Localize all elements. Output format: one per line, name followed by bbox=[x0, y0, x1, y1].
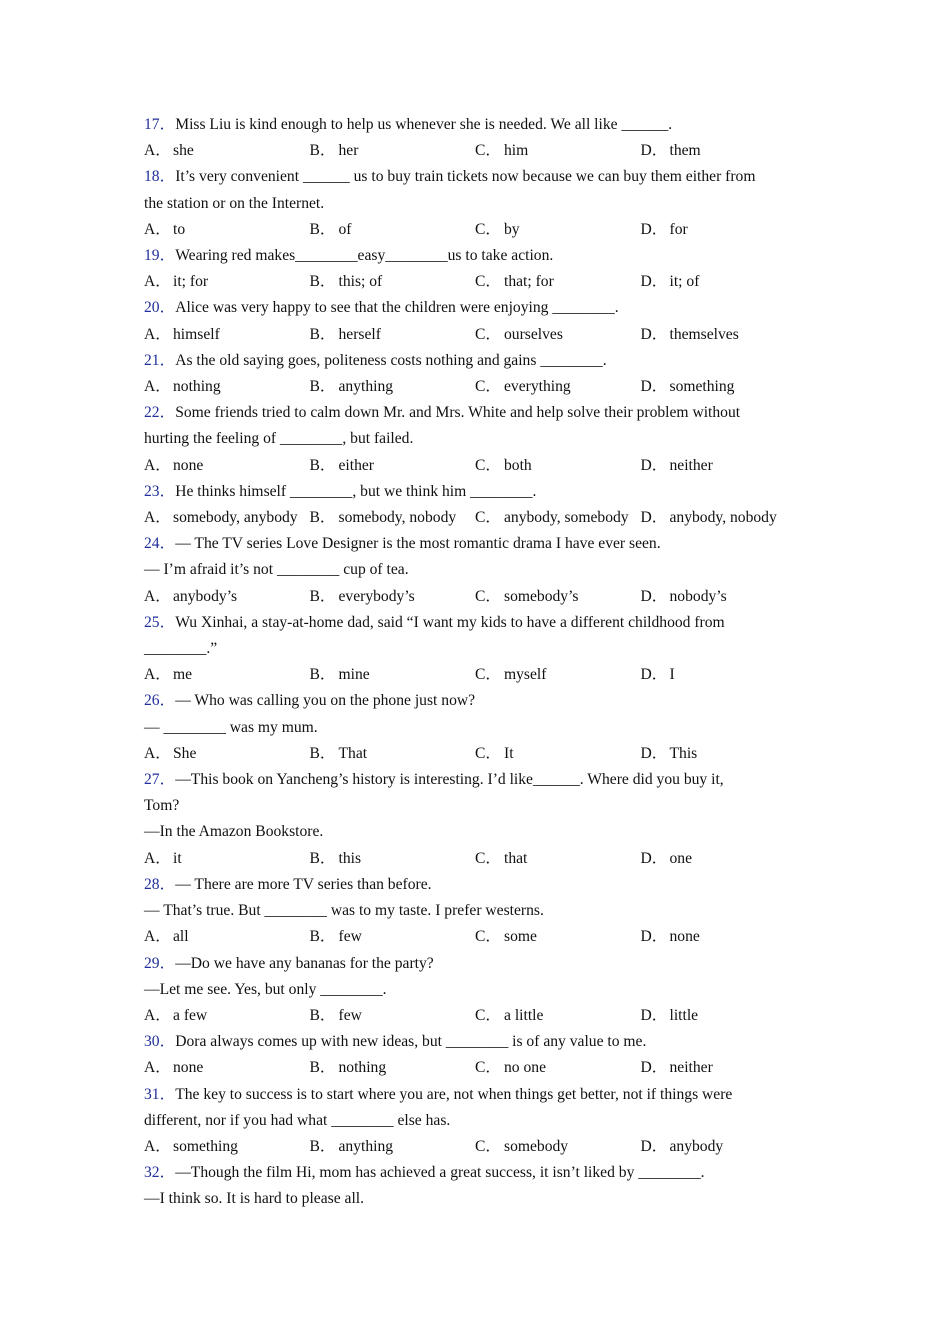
option-b[interactable] bbox=[310, 1055, 476, 1081]
option-letter: A． bbox=[144, 587, 171, 605]
option-letter: D． bbox=[640, 273, 668, 291]
option-text: none bbox=[669, 928, 700, 946]
option-c[interactable] bbox=[475, 846, 641, 872]
question-26 bbox=[144, 688, 809, 767]
option-text: both bbox=[504, 456, 532, 474]
option-text: of bbox=[338, 220, 352, 238]
option-letter: C． bbox=[475, 1059, 501, 1077]
option-text: nothing bbox=[338, 1059, 387, 1077]
question-stem bbox=[144, 767, 809, 793]
question-text: Miss Liu is kind enough to help us whenever she is needed. We all like ______. bbox=[175, 116, 673, 133]
option-letter: C． bbox=[475, 1137, 501, 1155]
option-c[interactable] bbox=[475, 584, 641, 610]
option-b[interactable] bbox=[310, 662, 476, 688]
option-d[interactable] bbox=[641, 505, 810, 531]
option-letter: C． bbox=[475, 509, 501, 527]
question-17 bbox=[144, 112, 809, 164]
question-number: 22． bbox=[144, 404, 176, 422]
option-text: him bbox=[504, 142, 529, 160]
option-text: a few bbox=[173, 1006, 208, 1024]
option-text: them bbox=[669, 142, 701, 160]
question-stem bbox=[144, 1082, 809, 1108]
option-text: few bbox=[338, 928, 362, 946]
question-25 bbox=[144, 610, 809, 689]
option-text: one bbox=[669, 849, 693, 867]
option-text: She bbox=[173, 744, 197, 762]
option-a[interactable] bbox=[144, 505, 310, 531]
question-text: Dora always comes up with new ideas, but ________ is of any value to me. bbox=[175, 1033, 647, 1051]
options-row bbox=[144, 217, 809, 243]
option-letter: C． bbox=[475, 849, 501, 867]
option-a[interactable] bbox=[144, 924, 310, 950]
option-text: all bbox=[173, 928, 189, 946]
option-a[interactable] bbox=[144, 322, 310, 348]
question-stem-continued bbox=[144, 1108, 809, 1134]
option-text: himself bbox=[173, 325, 220, 343]
option-text: anybody bbox=[669, 1137, 724, 1155]
option-text: few bbox=[338, 1006, 362, 1024]
option-text: neither bbox=[669, 456, 713, 474]
question-stem-continued bbox=[144, 191, 809, 217]
question-text: —Let me see. Yes, but only ________. bbox=[144, 980, 387, 998]
question-23 bbox=[144, 479, 809, 531]
option-c[interactable] bbox=[475, 269, 641, 295]
option-text: that bbox=[504, 849, 528, 867]
option-letter: B． bbox=[309, 587, 336, 605]
option-a[interactable] bbox=[144, 584, 310, 610]
option-text: everything bbox=[504, 378, 571, 396]
question-24 bbox=[144, 531, 809, 610]
option-letter: A． bbox=[144, 928, 171, 946]
option-b[interactable] bbox=[310, 741, 476, 767]
question-text: — There are more TV series than before. bbox=[175, 875, 432, 893]
options-row bbox=[144, 584, 809, 610]
option-letter: A． bbox=[144, 1006, 171, 1024]
question-number: 28． bbox=[144, 875, 176, 893]
option-letter: B． bbox=[309, 1006, 336, 1024]
question-text: — ________ was my mum. bbox=[144, 718, 318, 736]
question-28 bbox=[144, 872, 809, 951]
question-text: — Who was calling you on the phone just now? bbox=[175, 692, 476, 710]
question-text: — That’s true. But ________ was to my taste. I prefer westerns. bbox=[144, 902, 544, 920]
option-letter: C． bbox=[475, 587, 501, 605]
option-letter: A． bbox=[144, 325, 171, 343]
option-b[interactable] bbox=[310, 846, 476, 872]
options-row bbox=[144, 924, 809, 950]
option-d[interactable] bbox=[641, 584, 810, 610]
option-text: somebody, nobody bbox=[338, 509, 457, 527]
option-letter: D． bbox=[640, 666, 668, 684]
question-stem bbox=[144, 688, 809, 714]
question-number: 26． bbox=[144, 692, 176, 710]
option-text: anybody, nobody bbox=[669, 509, 777, 527]
question-stem bbox=[144, 112, 809, 138]
question-text: Wearing red makes________easy________us to take action. bbox=[175, 247, 554, 265]
question-number: 30． bbox=[144, 1033, 176, 1051]
question-stem bbox=[144, 295, 809, 321]
option-b[interactable] bbox=[310, 924, 476, 950]
question-20 bbox=[144, 295, 809, 347]
option-text: for bbox=[669, 220, 688, 238]
option-c[interactable] bbox=[475, 741, 641, 767]
option-text: nothing bbox=[173, 378, 221, 396]
option-text: that; for bbox=[504, 273, 554, 291]
option-text: some bbox=[504, 928, 537, 946]
question-18 bbox=[144, 164, 809, 243]
question-number: 21． bbox=[144, 351, 176, 369]
option-letter: A． bbox=[144, 1059, 171, 1077]
option-text: It bbox=[504, 744, 514, 762]
option-a[interactable] bbox=[144, 846, 310, 872]
option-b[interactable] bbox=[310, 138, 476, 164]
question-number: 32． bbox=[144, 1164, 176, 1182]
option-text: to bbox=[173, 220, 186, 238]
options-row bbox=[144, 1055, 809, 1081]
options-row bbox=[144, 1003, 809, 1029]
option-letter: B． bbox=[309, 220, 336, 238]
options-row bbox=[144, 269, 809, 295]
option-letter: C． bbox=[475, 456, 501, 474]
question-number: 23． bbox=[144, 482, 176, 500]
question-stem bbox=[144, 243, 809, 269]
options-row bbox=[144, 741, 809, 767]
question-number: 18． bbox=[144, 168, 176, 186]
option-c[interactable] bbox=[475, 505, 641, 531]
option-c[interactable] bbox=[475, 1003, 641, 1029]
option-letter: D． bbox=[640, 744, 668, 762]
option-d[interactable] bbox=[641, 1134, 810, 1160]
question-stem-continued bbox=[144, 1186, 809, 1212]
option-text: everybody’s bbox=[338, 587, 415, 605]
option-text: something bbox=[173, 1137, 238, 1155]
option-letter: D． bbox=[640, 587, 668, 605]
options-row bbox=[144, 1134, 809, 1160]
options-row bbox=[144, 662, 809, 688]
option-c[interactable] bbox=[475, 322, 641, 348]
option-letter: B． bbox=[309, 744, 336, 762]
option-a[interactable] bbox=[144, 1134, 310, 1160]
option-letter: D． bbox=[640, 1059, 668, 1077]
option-d[interactable] bbox=[641, 662, 810, 688]
question-text: —In the Amazon Bookstore. bbox=[144, 823, 324, 841]
option-b[interactable] bbox=[310, 505, 476, 531]
option-letter: B． bbox=[309, 928, 336, 946]
option-b[interactable] bbox=[310, 269, 476, 295]
question-stem bbox=[144, 610, 809, 636]
option-text: myself bbox=[504, 666, 547, 684]
option-text: ourselves bbox=[504, 325, 563, 343]
option-a[interactable] bbox=[144, 741, 310, 767]
option-letter: C． bbox=[475, 1006, 501, 1024]
question-text: the station or on the Internet. bbox=[144, 194, 325, 212]
option-d[interactable] bbox=[641, 846, 810, 872]
option-letter: A． bbox=[144, 744, 171, 762]
option-letter: B． bbox=[309, 666, 336, 684]
question-stem-continued bbox=[144, 977, 809, 1003]
option-letter: A． bbox=[144, 849, 171, 867]
option-letter: C． bbox=[475, 378, 501, 396]
options-row bbox=[144, 322, 809, 348]
question-stem bbox=[144, 479, 809, 505]
option-text: it; of bbox=[669, 273, 700, 291]
question-stem bbox=[144, 400, 809, 426]
question-stem-continued bbox=[144, 793, 809, 819]
option-letter: B． bbox=[309, 456, 336, 474]
question-text: —I think so. It is hard to please all. bbox=[144, 1190, 365, 1208]
option-letter: D． bbox=[640, 928, 668, 946]
option-b[interactable] bbox=[310, 1134, 476, 1160]
question-27 bbox=[144, 767, 809, 872]
question-21 bbox=[144, 348, 809, 400]
question-stem bbox=[144, 872, 809, 898]
option-letter: B． bbox=[309, 273, 336, 291]
question-text: — I’m afraid it’s not ________ cup of tea. bbox=[144, 561, 409, 579]
option-letter: B． bbox=[309, 1137, 336, 1155]
option-letter: A． bbox=[144, 456, 171, 474]
option-text: something bbox=[669, 378, 735, 396]
option-text: none bbox=[173, 456, 204, 474]
option-letter: B． bbox=[309, 378, 336, 396]
question-text: It’s very convenient ______ us to buy train tickets now because we can buy them either from bbox=[175, 168, 756, 186]
question-text: Tom? bbox=[144, 797, 180, 815]
option-text: I bbox=[669, 666, 675, 684]
option-text: no one bbox=[504, 1059, 547, 1077]
option-letter: D． bbox=[640, 509, 668, 527]
option-letter: C． bbox=[475, 928, 501, 946]
option-letter: C． bbox=[475, 142, 501, 160]
options-row bbox=[144, 846, 809, 872]
question-22 bbox=[144, 400, 809, 479]
question-text: ________.” bbox=[144, 640, 218, 658]
question-text: hurting the feeling of ________, but failed. bbox=[144, 430, 414, 448]
option-text: somebody bbox=[504, 1137, 569, 1155]
option-b[interactable] bbox=[310, 453, 476, 479]
option-d[interactable] bbox=[641, 138, 810, 164]
question-stem-continued bbox=[144, 426, 809, 452]
option-letter: C． bbox=[475, 325, 501, 343]
option-b[interactable] bbox=[310, 374, 476, 400]
question-text: —Though the film Hi, mom has achieved a great success, it isn’t liked by ________. bbox=[175, 1164, 705, 1182]
option-text: This bbox=[669, 744, 698, 762]
option-d[interactable] bbox=[641, 1055, 810, 1081]
option-d[interactable] bbox=[641, 741, 810, 767]
option-text: by bbox=[504, 220, 520, 238]
question-number: 29． bbox=[144, 954, 176, 972]
option-letter: B． bbox=[309, 849, 336, 867]
option-text: herself bbox=[338, 325, 381, 343]
options-row bbox=[144, 138, 809, 164]
option-b[interactable] bbox=[310, 217, 476, 243]
option-c[interactable] bbox=[475, 662, 641, 688]
option-letter: D． bbox=[640, 325, 668, 343]
question-text: different, nor if you had what ________ else has. bbox=[144, 1111, 451, 1129]
option-a[interactable] bbox=[144, 662, 310, 688]
option-letter: C． bbox=[475, 220, 501, 238]
question-stem-continued bbox=[144, 819, 809, 845]
option-letter: B． bbox=[309, 509, 336, 527]
question-text: Alice was very happy to see that the children were enjoying ________. bbox=[175, 299, 619, 317]
question-text: — The TV series Love Designer is the most romantic drama I have ever seen. bbox=[175, 535, 661, 553]
question-stem-continued bbox=[144, 557, 809, 583]
option-text: this bbox=[338, 849, 362, 867]
option-text: it; for bbox=[173, 273, 209, 291]
question-29 bbox=[144, 951, 809, 1030]
question-stem bbox=[144, 1029, 809, 1055]
question-number: 24． bbox=[144, 535, 176, 553]
option-b[interactable] bbox=[310, 584, 476, 610]
question-stem bbox=[144, 531, 809, 557]
option-letter: D． bbox=[640, 1006, 668, 1024]
option-letter: A． bbox=[144, 509, 171, 527]
option-text: she bbox=[173, 142, 194, 160]
question-stem bbox=[144, 348, 809, 374]
question-text: The key to success is to start where you are, not when things get better, not if things were bbox=[175, 1085, 733, 1103]
option-letter: C． bbox=[475, 744, 501, 762]
option-letter: D． bbox=[640, 220, 668, 238]
question-19 bbox=[144, 243, 809, 295]
question-number: 27． bbox=[144, 771, 176, 789]
option-c[interactable] bbox=[475, 1134, 641, 1160]
option-text: somebody’s bbox=[504, 587, 579, 605]
question-number: 20． bbox=[144, 299, 176, 317]
option-a[interactable] bbox=[144, 269, 310, 295]
question-32 bbox=[144, 1160, 809, 1212]
option-d[interactable] bbox=[641, 924, 810, 950]
exercise-page bbox=[144, 112, 809, 1213]
option-c[interactable] bbox=[475, 138, 641, 164]
question-31 bbox=[144, 1082, 809, 1161]
option-d[interactable] bbox=[641, 269, 810, 295]
option-letter: D． bbox=[640, 849, 668, 867]
option-text: anything bbox=[338, 378, 394, 396]
question-text: He thinks himself ________, but we think him ________. bbox=[175, 482, 537, 500]
option-c[interactable] bbox=[475, 924, 641, 950]
option-d[interactable] bbox=[641, 217, 810, 243]
option-letter: C． bbox=[475, 666, 501, 684]
question-number: 19． bbox=[144, 247, 176, 265]
option-text: either bbox=[338, 456, 374, 474]
option-c[interactable] bbox=[475, 374, 641, 400]
question-text: Some friends tried to calm down Mr. and Mrs. White and help solve their problem without bbox=[175, 404, 741, 422]
option-text: That bbox=[338, 744, 368, 762]
option-letter: A． bbox=[144, 220, 171, 238]
question-text: —Do we have any bananas for the party? bbox=[175, 954, 434, 972]
option-letter: D． bbox=[640, 378, 668, 396]
question-stem bbox=[144, 951, 809, 977]
question-stem-continued bbox=[144, 636, 809, 662]
question-stem bbox=[144, 164, 809, 190]
question-number: 17． bbox=[144, 116, 176, 133]
options-row bbox=[144, 453, 809, 479]
option-letter: B． bbox=[309, 325, 336, 343]
option-letter: D． bbox=[640, 142, 668, 160]
option-c[interactable] bbox=[475, 1055, 641, 1081]
option-letter: A． bbox=[144, 666, 171, 684]
option-d[interactable] bbox=[641, 1003, 810, 1029]
question-text: —This book on Yancheng’s history is interesting. I’d like______. Where did you buy it, bbox=[175, 771, 724, 789]
option-a[interactable] bbox=[144, 1055, 310, 1081]
option-text: this; of bbox=[338, 273, 383, 291]
option-text: nobody’s bbox=[669, 587, 727, 605]
question-30 bbox=[144, 1029, 809, 1081]
option-text: me bbox=[173, 666, 193, 684]
question-number: 25． bbox=[144, 613, 176, 631]
option-d[interactable] bbox=[641, 453, 810, 479]
question-text: Wu Xinhai, a stay-at-home dad, said “I want my kids to have a different childhood from bbox=[175, 613, 725, 631]
option-letter: A． bbox=[144, 273, 171, 291]
option-letter: C． bbox=[475, 273, 501, 291]
option-a[interactable] bbox=[144, 217, 310, 243]
option-text: little bbox=[669, 1006, 699, 1024]
option-letter: A． bbox=[144, 1137, 171, 1155]
option-a[interactable] bbox=[144, 374, 310, 400]
option-text: themselves bbox=[669, 325, 739, 343]
option-letter: B． bbox=[309, 142, 336, 160]
option-text: a little bbox=[504, 1006, 544, 1024]
option-text: her bbox=[338, 142, 359, 160]
option-c[interactable] bbox=[475, 453, 641, 479]
option-b[interactable] bbox=[310, 322, 476, 348]
question-number: 31． bbox=[144, 1085, 176, 1103]
option-a[interactable] bbox=[144, 453, 310, 479]
question-stem-continued bbox=[144, 715, 809, 741]
option-letter: B． bbox=[309, 1059, 336, 1077]
question-text: As the old saying goes, politeness costs nothing and gains ________. bbox=[175, 351, 607, 369]
option-text: anybody’s bbox=[173, 587, 238, 605]
option-text: somebody, anybody bbox=[173, 509, 298, 527]
option-text: mine bbox=[338, 666, 370, 684]
question-stem bbox=[144, 1160, 809, 1186]
option-text: it bbox=[173, 849, 182, 867]
question-stem-continued bbox=[144, 898, 809, 924]
option-text: neither bbox=[669, 1059, 713, 1077]
option-d[interactable] bbox=[641, 322, 810, 348]
option-letter: A． bbox=[144, 378, 171, 396]
option-text: anybody, somebody bbox=[504, 509, 629, 527]
option-letter: D． bbox=[640, 1137, 668, 1155]
option-letter: D． bbox=[640, 456, 668, 474]
options-row bbox=[144, 505, 809, 531]
option-a[interactable] bbox=[144, 138, 310, 164]
option-letter: A． bbox=[144, 142, 171, 160]
option-text: anything bbox=[338, 1137, 394, 1155]
options-row bbox=[144, 374, 809, 400]
option-text: none bbox=[173, 1059, 204, 1077]
option-b[interactable] bbox=[310, 1003, 476, 1029]
option-d[interactable] bbox=[641, 374, 810, 400]
option-c[interactable] bbox=[475, 217, 641, 243]
option-a[interactable] bbox=[144, 1003, 310, 1029]
